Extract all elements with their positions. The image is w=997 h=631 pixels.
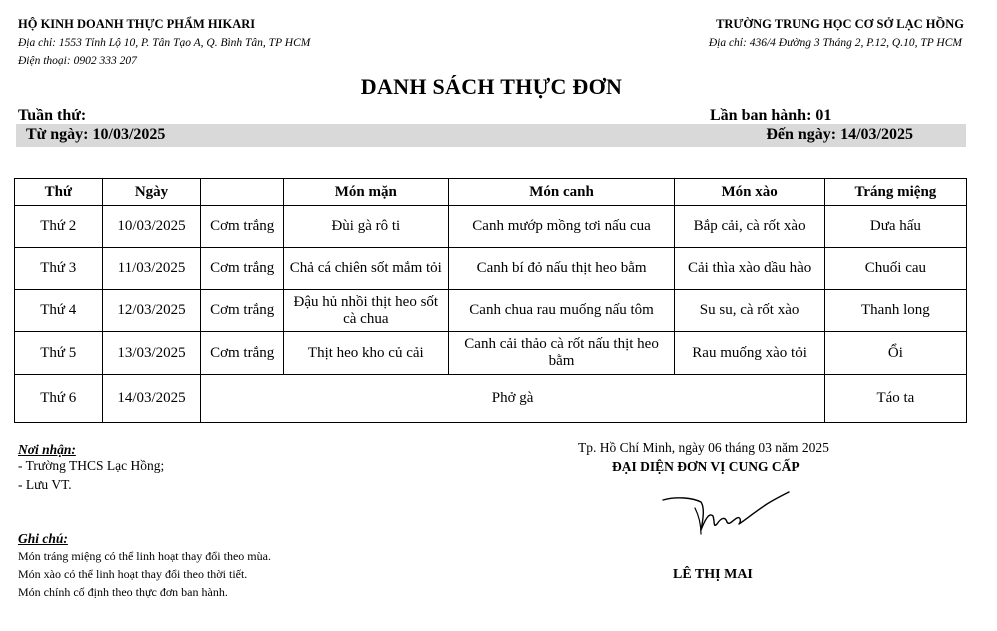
cell-date: 13/03/2025	[102, 332, 201, 374]
cell-soup: Canh cải thảo cà rốt nấu thịt heo bằm	[448, 332, 675, 374]
cell-date: 11/03/2025	[102, 248, 201, 290]
cell-rice: Cơm trắng	[201, 332, 283, 374]
cell-soup: Canh chua rau muống nấu tôm	[448, 290, 675, 332]
notes-heading: Ghi chú:	[18, 531, 68, 546]
note-item: Món xào có thể linh hoạt thay đổi theo thời tiết.	[18, 567, 248, 581]
cell-day: Thứ 3	[15, 248, 103, 290]
cell-dessert: Thanh long	[824, 290, 966, 332]
table-row	[15, 248, 967, 290]
cell-stir-fry: Bắp cải, cà rốt xào	[675, 206, 824, 248]
cell-rice: Cơm trắng	[201, 206, 283, 248]
signer-name: LÊ THỊ MAI	[673, 567, 753, 582]
sign-place-date: Tp. Hồ Chí Minh, ngày 06 tháng 03 năm 2025	[578, 440, 829, 455]
table-row	[15, 206, 967, 248]
cell-rice: Cơm trắng	[201, 248, 283, 290]
recipients-heading: Nơi nhận:	[18, 442, 76, 457]
header-soup: Món canh	[448, 179, 675, 206]
to-date: Đến ngày: 14/03/2025	[766, 126, 913, 143]
handwritten-signature	[655, 486, 795, 544]
cell-dessert: Chuối cau	[824, 248, 966, 290]
week-label: Tuần thứ:	[18, 107, 87, 124]
recipient-item: - Lưu VT.	[18, 477, 72, 492]
document-title: DANH SÁCH THỰC ĐƠN	[360, 74, 623, 99]
header-day: Thứ	[15, 179, 103, 206]
header-stir-fry: Món xào	[675, 179, 824, 206]
cell-main-dish: Chả cá chiên sốt mắm tỏi	[283, 248, 448, 290]
header-dessert: Tráng miệng	[824, 179, 966, 206]
note-item: Món chính cố định theo thực đơn ban hành.	[18, 585, 228, 599]
table-row	[15, 290, 967, 332]
cell-day: Thứ 4	[15, 290, 103, 332]
cell-dessert: Táo ta	[824, 374, 966, 422]
recipient-item: - Trường THCS Lạc Hồng;	[18, 458, 165, 473]
table-row	[15, 332, 967, 374]
supplier-phone: Điện thoại: 0902 333 207	[18, 55, 137, 67]
note-item: Món tráng miệng có thể linh hoạt thay đổi theo mùa.	[18, 549, 271, 563]
cell-date: 10/03/2025	[102, 206, 201, 248]
menu-table	[14, 178, 967, 423]
cell-stir-fry: Su su, cà rốt xào	[675, 290, 824, 332]
header-date: Ngày	[102, 179, 201, 206]
sign-role: ĐẠI DIỆN ĐƠN VỊ CUNG CẤP	[612, 459, 800, 474]
cell-date: 14/03/2025	[102, 374, 201, 422]
cell-date: 12/03/2025	[102, 290, 201, 332]
cell-rice: Cơm trắng	[201, 290, 283, 332]
cell-merged-meal: Phở gà	[201, 374, 824, 422]
from-date: Từ ngày: 10/03/2025	[26, 126, 166, 143]
supplier-address: Địa chỉ: 1553 Tỉnh Lộ 10, P. Tân Tạo A, Q. Bình Tân, TP HCM	[18, 37, 311, 49]
cell-stir-fry: Cải thìa xào dầu hào	[675, 248, 824, 290]
school-name: TRƯỜNG TRUNG HỌC CƠ SỞ LẠC HỒNG	[716, 17, 964, 31]
cell-day: Thứ 2	[15, 206, 103, 248]
issue-label: Lần ban hành: 01	[710, 107, 832, 124]
cell-stir-fry: Rau muống xào tỏi	[675, 332, 824, 374]
table-header-row	[15, 179, 967, 206]
cell-dessert: Ổi	[824, 332, 966, 374]
cell-day: Thứ 6	[15, 374, 103, 422]
cell-day: Thứ 5	[15, 332, 103, 374]
header-rice	[201, 179, 283, 206]
table-row	[15, 374, 967, 422]
cell-dessert: Dưa hấu	[824, 206, 966, 248]
cell-soup: Canh mướp mồng tơi nấu cua	[448, 206, 675, 248]
cell-main-dish: Đậu hủ nhồi thịt heo sốt cà chua	[283, 290, 448, 332]
cell-main-dish: Thịt heo kho củ cải	[283, 332, 448, 374]
cell-soup: Canh bí đỏ nấu thịt heo bằm	[448, 248, 675, 290]
school-address: Địa chỉ: 436/4 Đường 3 Tháng 2, P.12, Q.10, TP HCM	[708, 37, 962, 49]
cell-main-dish: Đùi gà rô ti	[283, 206, 448, 248]
supplier-name: HỘ KINH DOANH THỰC PHẨM HIKARI	[18, 17, 256, 31]
header-main-dish: Món mặn	[283, 179, 448, 206]
